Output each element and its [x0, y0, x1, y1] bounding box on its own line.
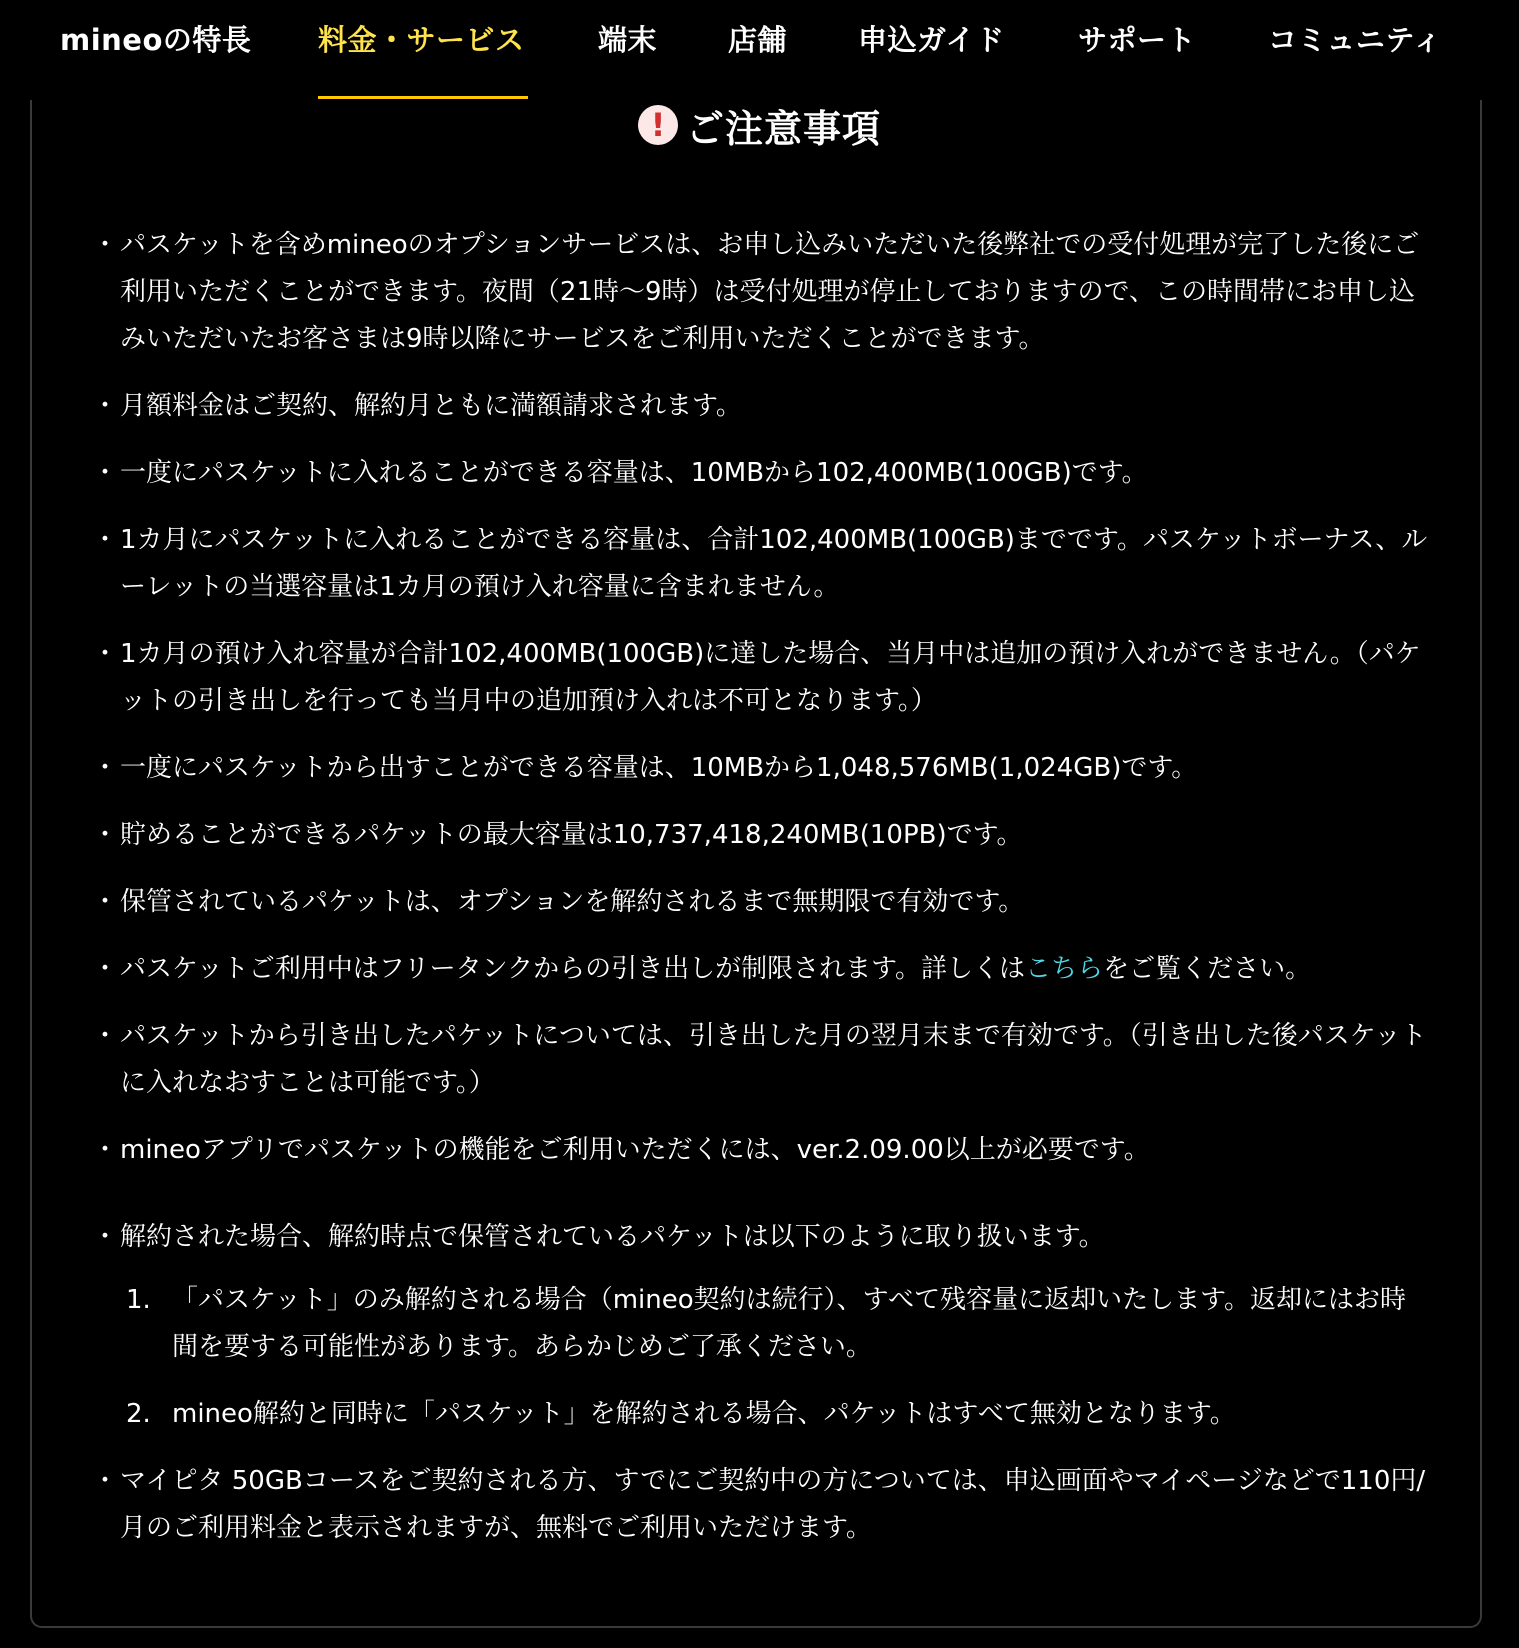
nav-item-pricing-services[interactable]: 料金・サービス	[318, 23, 525, 57]
sublist-item	[126, 1277, 1428, 1371]
sublist-item-number: 1.	[126, 1285, 151, 1315]
sublist-item-number: 2.	[126, 1399, 151, 1429]
list-item: ・ 月額料金はご契約、解約月ともに満額請求されます。	[98, 383, 1428, 430]
list-item: ・ パスケットを含めmineoのオプションサービスは、お申し込みいただいた後弊社での受付処理が完了した後にご利用いただくことができます。夜間（21時～9時）は受付処理が停止しておりますので、この時間帯にお申し込みいただいたお客さまは9時以降にサービスをご利用いただくことができます。	[98, 222, 1428, 363]
nav-item-community[interactable]: コミュニティ	[1268, 23, 1443, 57]
list-item: ・ 保管されているパケットは、オプションを解約されるまで無期限で有効です。	[98, 879, 1428, 926]
list-item: ・ 一度にパスケットに入れることができる容量は、10MBから102,400MB(100GB)です。	[98, 450, 1428, 497]
exclamation-circle-icon: !	[638, 105, 678, 145]
list-item: ・ 一度にパスケットから出すことができる容量は、10MBから1,048,576MB(1,024GB)です。	[98, 745, 1428, 792]
nav-active-underline	[318, 96, 528, 99]
nav-item-support[interactable]: サポート	[1078, 23, 1197, 57]
details-link[interactable]: こちら	[1025, 954, 1104, 984]
list-item: ・ mineoアプリでパスケットの機能をご利用いただくには、ver.2.09.00以上が必要です。	[98, 1127, 1428, 1174]
list-item: ・ 1カ月にパスケットに入れることができる容量は、合計102,400MB(100GB)までです。パスケットボーナス、ルーレットの当選容量は1カ月の預け入れ容量に含まれません。	[98, 517, 1428, 611]
cancellation-note-text: ・ 解約された場合、解約時点で保管されているパケットは以下のように取り扱います。	[120, 1222, 1105, 1252]
nav-item-devices[interactable]: 端末	[598, 23, 658, 57]
nav-item-features[interactable]: mineoの特長	[60, 23, 252, 57]
nav-item-stores[interactable]: 店舗	[728, 23, 788, 57]
global-nav	[0, 0, 1519, 100]
cancellation-sublist	[126, 1277, 1428, 1438]
freetank-note-text: パスケットご利用中はフリータンクからの引き出しが制限されます。詳しくは	[120, 954, 1026, 984]
section-title: ご注意事項	[685, 106, 881, 151]
list-item-freetank	[98, 946, 1428, 993]
list-item: ・ 貯めることができるパケットの最大容量は10,737,418,240MB(10PB)です。	[98, 812, 1428, 859]
sublist-item	[126, 1391, 1428, 1438]
notes-list	[98, 222, 1428, 1572]
nav-item-application-guide[interactable]: 申込ガイド	[858, 23, 1005, 57]
list-item: ・ 1カ月の預け入れ容量が合計102,400MB(100GB)に達した場合、当月中は追加の預け入れができません。（パケットの引き出しを行っても当月中の追加預け入れは不可となります。）	[98, 631, 1428, 725]
section-heading	[0, 100, 1519, 150]
list-item-cancellation	[98, 1214, 1428, 1438]
sublist-item-text: mineo解約と同時に「パスケット」を解約される場合、パケットはすべて無効となります。	[172, 1399, 1236, 1429]
freetank-note-text-after: をご覧ください。	[1103, 954, 1312, 984]
sublist-item-text: 「パスケット」のみ解約される場合（mineo契約は続行）、すべて残容量に返却いたします。返却にはお時間を要する可能性があります。あらかじめご了承ください。	[172, 1285, 1407, 1362]
list-item: ・ パスケットから引き出したパケットについては、引き出した月の翌月末まで有効です。（引き出した後パスケットに入れなおすことは可能です。）	[98, 1013, 1428, 1107]
list-item: ・ マイピタ 50GBコースをご契約される方、すでにご契約中の方については、申込画面やマイページなどで110円/月のご利用料金と表示されますが、無料でご利用いただけます。	[98, 1458, 1428, 1552]
